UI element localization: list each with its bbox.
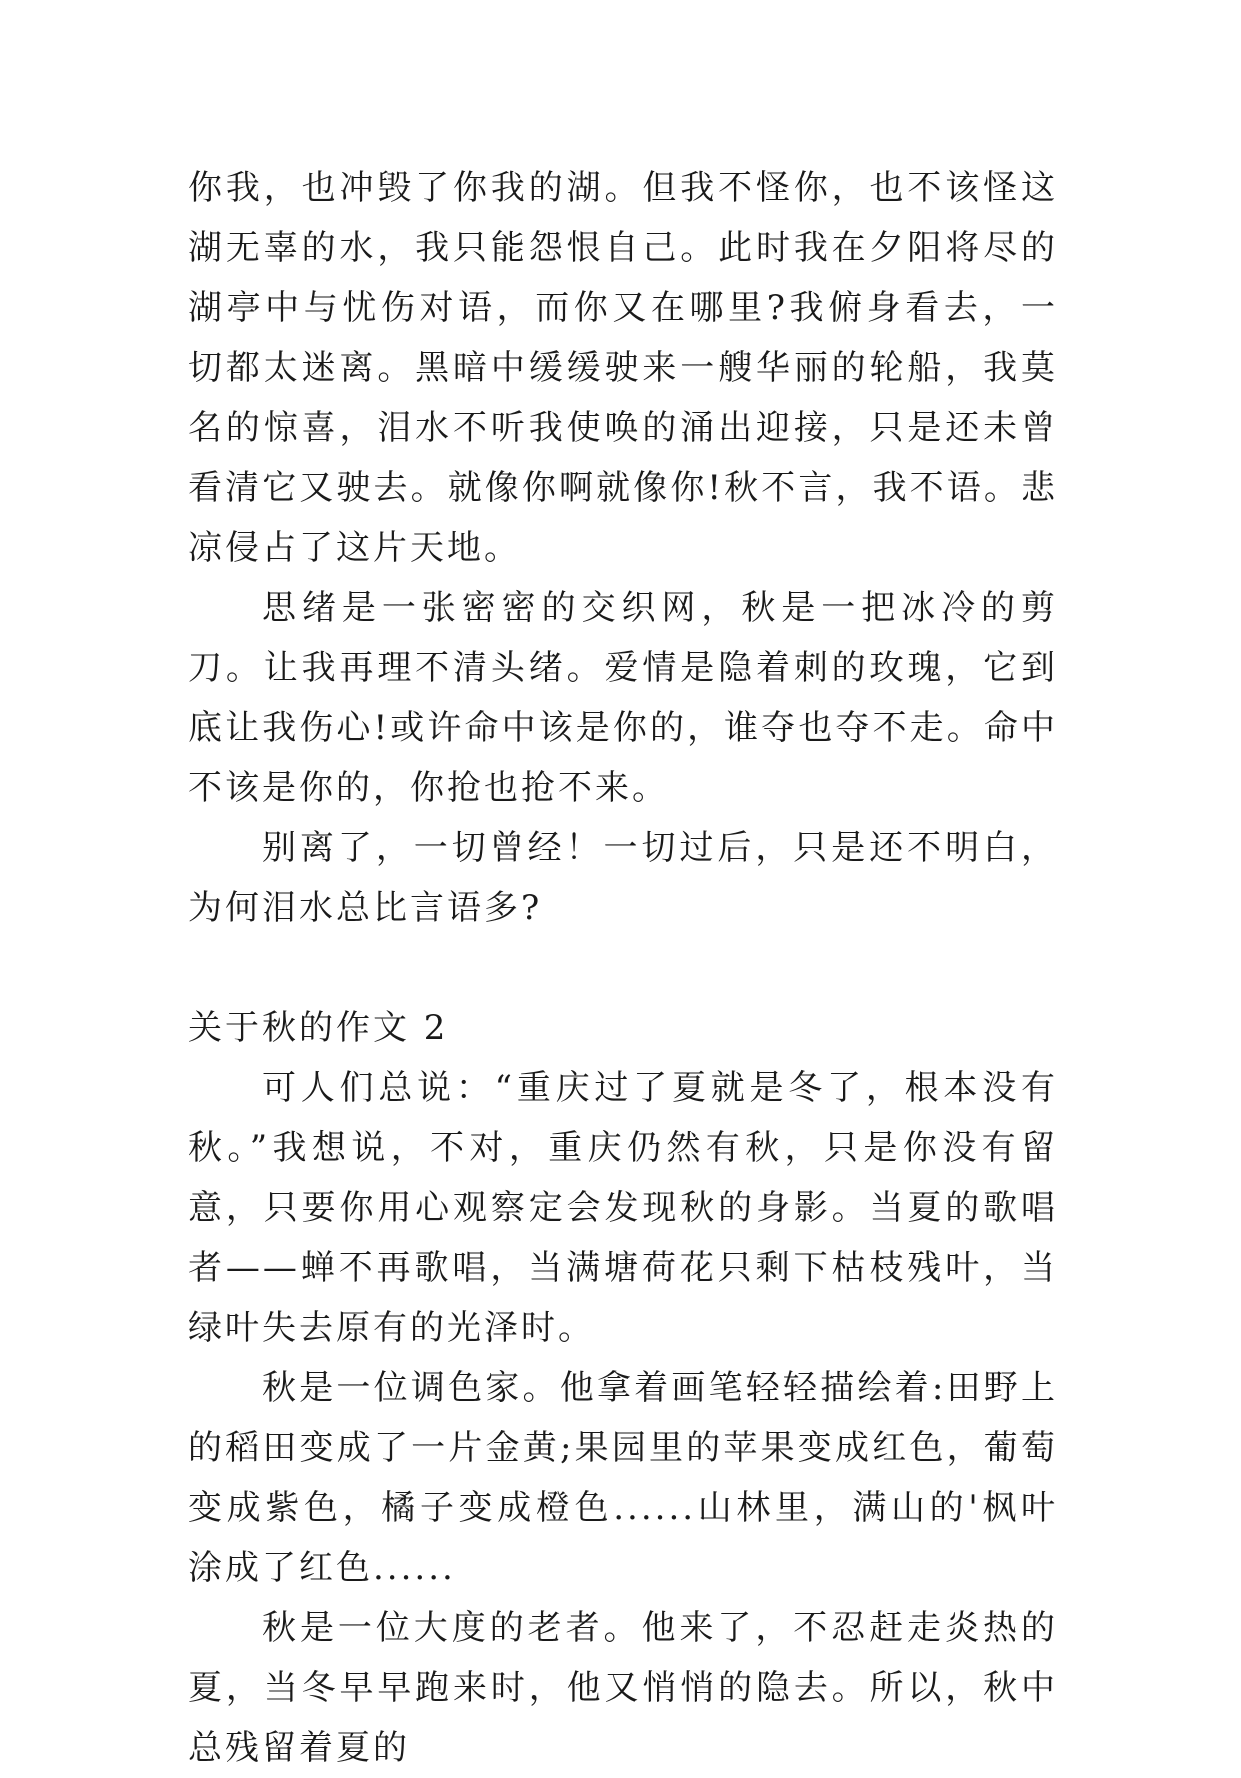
paragraph: 别离了，一切曾经！一切过后，只是还不明白，为何泪水总比言语多?: [188, 828, 1058, 928]
paragraph: 秋是一位调色家。他拿着画笔轻轻描绘着:田野上的稻田变成了一片金黄;果园里的苹果变成红色，葡萄变成紫色，橘子变成橙色......山林里，满山的'枫叶涂成了红色......: [188, 1368, 1058, 1588]
document-body: [188, 158, 1058, 1778]
paragraph: 秋是一位大度的老者。他来了，不忍赶走炎热的夏，当冬早早跑来时，他又悄悄的隐去。所以，秋中总残留着夏的: [188, 1608, 1058, 1768]
paragraph: 思绪是一张密密的交织网，秋是一把冰冷的剪刀。让我再理不清头绪。爱情是隐着刺的玫瑰，它到底让我伤心!或许命中该是你的，谁夺也夺不走。命中不该是你的，你抢也抢不来。: [188, 588, 1058, 808]
paragraph-continuation: 你我，也冲毁了你我的湖。但我不怪你，也不该怪这湖无辜的水，我只能怨恨自己。此时我在夕阳将尽的湖亭中与忧伤对语，而你又在哪里?我俯身看去，一切都太迷离。黑暗中缓缓驶来一艘华丽的轮船，我莫名的惊喜，泪水不听我使唤的涌出迎接，只是还未曾看清它又驶去。就像你啊就像你!秋不言，我不语。悲凉侵占了这片天地。: [188, 168, 1058, 568]
paragraph: 可人们总说：“重庆过了夏就是冬了，根本没有秋。”我想说，不对，重庆仍然有秋，只是你没有留意，只要你用心观察定会发现秋的身影。当夏的歌唱者——蝉不再歌唱，当满塘荷花只剩下枯枝残叶，当绿叶失去原有的光泽时。: [188, 1068, 1058, 1348]
section-title: 关于秋的作文 2: [188, 1008, 449, 1048]
